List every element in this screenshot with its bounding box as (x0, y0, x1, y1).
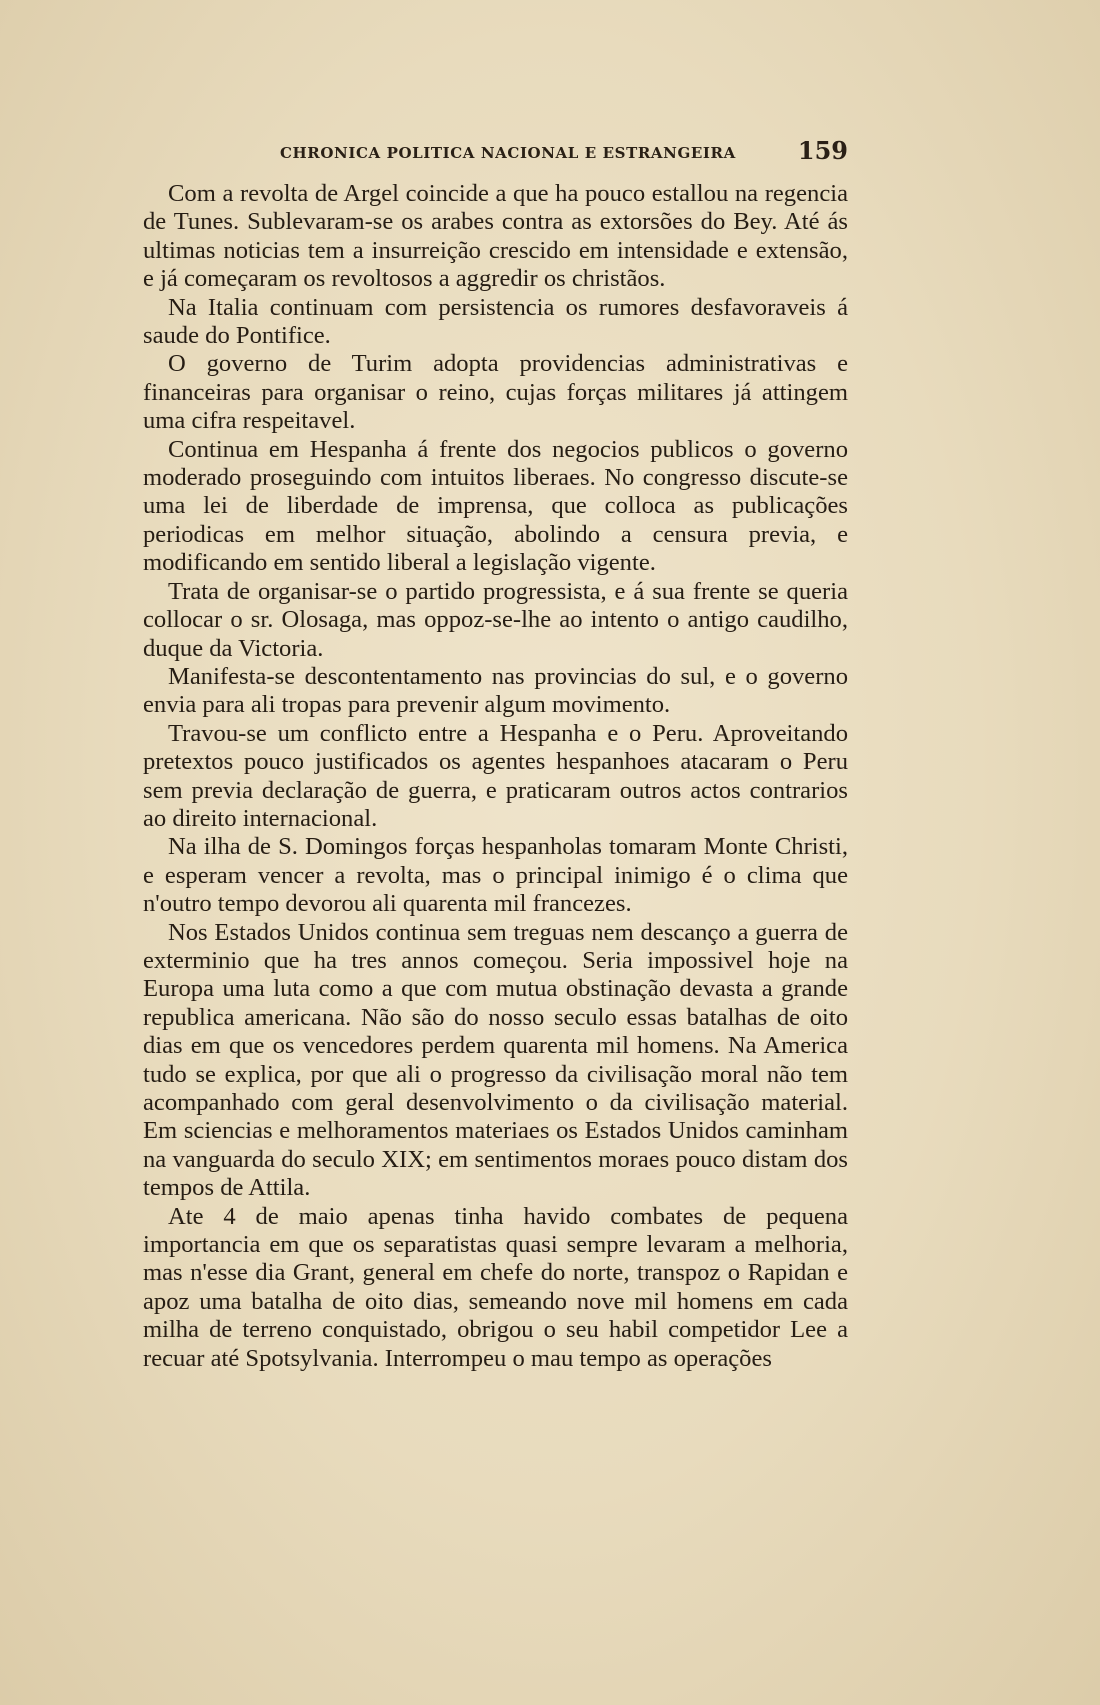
running-title: CHRONICA POLITICA NACIONAL E ESTRANGEIRA (280, 144, 736, 162)
paragraph: Ate 4 de maio apenas tinha havido combates de pequena importancia em que os separatistas quasi sempre levaram a melhoria, mas n'esse dia Grant, general em chefe do norte, transpoz o Rapidan e apoz uma batalha de oito dias, semeando nove mil homens em cada milha de terreno conquistado, obrigou o seu habil competidor Lee a recuar até Spotsylvania. Interrompeu o mau tempo as operações (143, 1202, 848, 1372)
paragraph: Continua em Hespanha á frente dos negocios publicos o governo moderado proseguindo com intuitos liberaes. No congresso discute-se uma lei de liberdade de imprensa, que colloca as publicações periodicas em melhor situação, abolindo a censura previa, e modificando em sentido liberal a legislação vigente. (143, 435, 848, 577)
paragraph: Na ilha de S. Domingos forças hespanholas tomaram Monte Christi, e esperam vencer a revolta, mas o principal inimigo é o clima que n'outro tempo devorou ali quarenta mil francezes. (143, 833, 848, 918)
paragraph: O governo de Turim adopta providencias administrativas e financeiras para organisar o reino, cujas forças militares já attingem uma cifra respeitavel. (143, 350, 848, 435)
page-number: 159 (797, 136, 848, 165)
paragraph: Manifesta-se descontentamento nas provincias do sul, e o governo envia para ali tropas para prevenir algum movimento. (143, 662, 848, 719)
paragraph: Travou-se um conflicto entre a Hespanha e o Peru. Aproveitando pretextos pouco justificados os agentes hespanhoes atacaram o Peru sem previa declaração de guerra, e praticaram outros actos contrarios ao direito internacional. (143, 719, 848, 832)
paragraph: Trata de organisar-se o partido progressista, e á sua frente se queria collocar o sr. Olosaga, mas oppoz-se-lhe ao intento o antigo caudilho, duque da Victoria. (143, 577, 848, 662)
body-text (143, 180, 848, 1373)
page-header (143, 136, 848, 170)
paragraph: Nos Estados Unidos continua sem treguas nem descanço a guerra de exterminio que ha tres annos começou. Seria impossivel hoje na Europa uma luta como a que com mutua obstinação devasta a grande republica americana. Não são do nosso seculo essas batalhas de oito dias em que os vencedores perdem quarenta mil homens. Na America tudo se explica, por que ali o progresso da civilisação moral não tem acompanhado com geral desenvolvimento o da civilisação material. Em sciencias e melhoramentos materiaes os Estados Unidos caminham na vanguarda do seculo XIX; em sentimentos moraes pouco distam dos tempos de Attila. (143, 918, 848, 1202)
paragraph: Com a revolta de Argel coincide a que ha pouco estallou na regencia de Tunes. Sublevaram-se os arabes contra as extorsões do Bey. Até ás ultimas noticias tem a insurreição crescido em intensidade e extensão, e já começaram os revoltosos a aggredir os christãos. (143, 180, 848, 293)
paragraph: Na Italia continuam com persistencia os rumores desfavoraveis á saude do Pontifice. (143, 293, 848, 350)
